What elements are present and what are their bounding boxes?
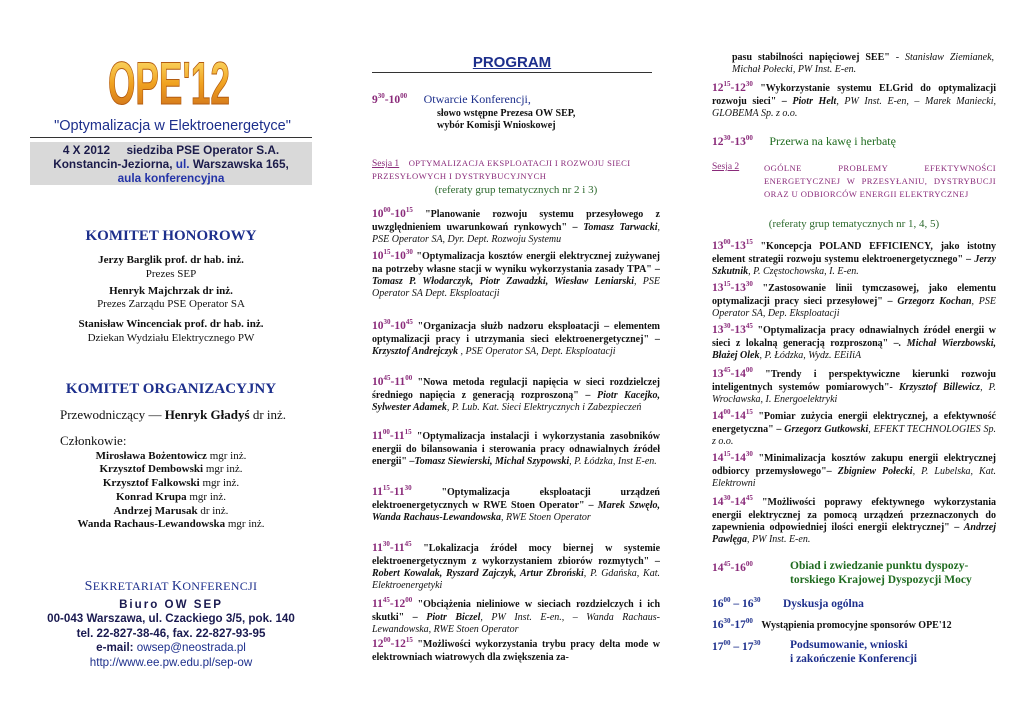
member-role: Prezes SEP — [145, 267, 197, 280]
talk-entry — [372, 318, 660, 358]
talk-title: "Optymalizacja pracy odnawialnych źródeł energii w sieci z lokalną generacją rozproszoną" — [712, 325, 997, 349]
list-item — [30, 518, 312, 532]
talk-authors: – Marek Szwęło, Wanda Rachaus-Lewandowska — [372, 499, 660, 523]
members-list — [30, 450, 312, 533]
time-slot: $11^{00}-11^{15}$ — [372, 428, 412, 442]
time-slot: $12^{30}-13^{00}$ — [712, 134, 753, 148]
time-slot: $10^{15}-10^{30}$ — [372, 248, 413, 262]
list-item — [30, 477, 312, 491]
chair-separator: — — [145, 407, 165, 422]
talk-entry — [712, 322, 996, 362]
chair-label: Przewodniczący — [60, 407, 146, 422]
talk-affiliation: , PW Inst. E-en., – Wanda Rachaus-Lewandowska, RWE Stoen Operator — [372, 611, 660, 635]
talk-affiliation: , PW Inst. E-en, – Marek Maniecki, GLOBEMA Sp. z o.o. — [712, 95, 996, 119]
talk-title: "Pomiar zużycia energii elektrycznej, a efektywność energetyczna" — [712, 411, 996, 435]
honorary-committee-title: KOMITET HONOROWY — [85, 228, 257, 244]
talk-title: "Optymalizacja kosztów energii elektrycznej zużywanej na potrzeby własne stacji w wyniku wykorzystania zasady TPA" — [372, 251, 661, 275]
time-slot: $13^{00}-13^{15}$ — [712, 238, 753, 252]
talk-entry — [372, 636, 660, 664]
discussion-entry — [712, 596, 1002, 612]
ope12-logo — [105, 48, 233, 117]
opening-entry: $9^{30}-10^{00}$ Otwarcie Konferencji, słowo wstępne Prezesa OW SEP, wybór Komisji Wnioskowej — [372, 92, 657, 132]
talk-title: pasu stabilności napięciowej SEE" — [732, 52, 890, 63]
time-slot: $12^{00}-12^{15}$ — [372, 636, 413, 650]
divider — [372, 72, 652, 73]
title-initial: S — [84, 579, 93, 594]
time-slot: $11^{45}-12^{00}$ — [372, 596, 413, 610]
member-degree: mgr inż. — [199, 477, 240, 489]
talk-authors: – Piotr Kacejko, Sylwester Adamek — [372, 389, 660, 413]
talk-affiliation: , P. Łódzka, Wydz. EEiIiA — [759, 349, 862, 361]
talk-title: "Optymalizacja instalacji i wykorzystania zasobników energii do bilansowania i sterowania pracy odnawialnych źródeł energii" — [372, 431, 661, 467]
talk-entry — [712, 80, 996, 120]
organizing-committee-title: KOMITET ORGANIZACYJNY — [65, 381, 277, 397]
member-name: Krzysztof Falkowski — [102, 477, 200, 489]
time-slot: $14^{30}-14^{45}$ — [712, 494, 753, 508]
lunch-title: Obiad i zwiedzanie punktu dyspozy- — [790, 560, 969, 572]
chair-degree: dr inż. — [249, 407, 287, 422]
break-entry — [712, 134, 994, 150]
lunch-entry — [712, 560, 1002, 588]
session-title: OPTYMALIZACJA EKSPLOATACJI I ROZWOJU SIECI PRZESYŁOWYCH I DYSTRYBUCYJNYCH — [372, 158, 631, 181]
opening-title: Otwarcie Konferencji — [423, 92, 528, 106]
member-degree: mgr inż. — [225, 518, 265, 531]
venue-street-prefix: ul. — [175, 157, 190, 172]
talk-authors: – Grzegorz Gutkowski — [773, 423, 869, 435]
member-degree: mgr inż. — [203, 463, 243, 476]
venue-street: Warszawska 165, — [189, 157, 289, 172]
talk-affiliation: , P. Lubelska, Kat. Elektrowni — [712, 465, 996, 489]
talk-affiliation: , RWE Stoen Operator — [501, 511, 591, 523]
talk-entry — [372, 374, 660, 414]
time-slot: $13^{30}-13^{45}$ — [712, 322, 753, 336]
session-1-ref: (referaty grup tematycznych nr 2 i 3) — [434, 184, 598, 196]
sponsors-title: Wystąpienia promocyjne sponsorów OPE'12 — [761, 620, 952, 631]
member-degree: mgr inż. — [206, 449, 247, 462]
time-slot: $13^{15}-13^{30}$ — [712, 280, 753, 294]
lunch-title: torskiego Krajowej Dyspozycji Mocy — [790, 573, 972, 586]
time-slot: $16^{30}-17^{00}$ — [712, 617, 753, 631]
time-slot: $10^{45}-11^{00}$ — [372, 374, 413, 388]
talk-title: "Obciążenia nieliniowe w sieciach rozdzielczych i ich skutki" — [372, 599, 660, 623]
talk-title: "Nowa metoda regulacji napięcia w sieci rozdzielczej średniego napięcia z generacją rozproszoną" — [372, 377, 661, 401]
talk-title: "Optymalizacja eksploatacji urządzeń elektroenergetycznych w RWE Stoen Operator" — [372, 487, 660, 511]
member-name: Stanisław Wincenciak prof. dr hab. inż. — [78, 318, 264, 330]
talk-affiliation: , PW Inst. E-en. — [792, 64, 857, 75]
talk-entry — [372, 540, 660, 592]
member-role: Dziekan Wydziału Elektrycznego PW — [87, 331, 255, 344]
member-name: Andrzej Marusak — [113, 504, 198, 517]
session-title: OGÓLNE PROBLEMY EFEKTYWNOŚCI ENERGETYCZNEJ W PRZESYŁANIU, DYSTRYBUCJI ORAZ U ODBIORCÓW ENERGII ELEKTRYCZNEJ — [764, 163, 996, 199]
venue-room: aula konferencyjna — [117, 171, 225, 186]
break-title: Przerwa na kawę i herbatę — [769, 134, 896, 148]
talk-entry — [712, 494, 996, 546]
talk-title: "Minimalizacja kosztów zakupu energii elektrycznej odbiorcy przemysłowego" — [712, 453, 996, 477]
talk-title: "Możliwości wykorzystania trybu pracy delta mode w elektrowniach wiatrowych dla zwiększenia za- — [372, 639, 661, 663]
secretariat-contact — [30, 598, 312, 670]
time-slot: $9^{30}-10^{00}$ — [372, 92, 408, 106]
session-label: Sesja 2 — [712, 162, 740, 172]
talk-entry — [372, 428, 660, 468]
sponsors-entry — [712, 617, 1002, 633]
talk-affiliation: , PSE Operator SA, Dep. Eksploatacji — [712, 295, 996, 319]
talk-authors: – Jerzy Szkutnik — [712, 253, 996, 277]
talk-authors: – Andrzej Pawlęga — [712, 521, 996, 545]
talk-authors: - Krzysztof Billewicz — [889, 381, 981, 393]
divider — [30, 137, 312, 138]
session-label: Sesja 1 — [372, 159, 400, 169]
talk-authors: –Tomasz Siewierski, Michał Szypowski — [407, 455, 570, 467]
list-item — [30, 505, 312, 519]
continued-entry — [732, 52, 994, 76]
member-degree: dr inż. — [197, 504, 229, 517]
conference-date: 4 X 2012 — [62, 143, 111, 157]
subtitle-text: "Optymalizacja w Elektroenergetyce" — [54, 118, 291, 134]
office-name: Biuro OW SEP — [119, 598, 223, 611]
talk-entry — [712, 366, 996, 406]
office-address: 00-043 Warszawa, ul. Czackiego 3/5, pok. 140 — [47, 612, 295, 626]
talk-affiliation: , P. Lub. Kat. Sieci Elektrycznych i Zabezpieczeń — [446, 401, 642, 413]
member-name: Henryk Majchrzak dr inż. — [109, 284, 233, 297]
member-name: Krzysztof Dembowski — [99, 463, 204, 476]
talk-affiliation: , PW Inst. E-en. — [747, 533, 811, 545]
title-initial: K — [171, 579, 183, 594]
talk-entry — [712, 238, 996, 278]
talk-title: "Zastosowanie linii tymczasowej, jako elementu optymalizacji pracy sieci przesyłowej" — [712, 283, 997, 307]
list-item — [30, 491, 312, 505]
time-slot: $12^{15}-12^{30}$ — [712, 80, 753, 94]
venue-city: Konstancin-Jeziorna, — [53, 157, 176, 172]
talk-title: "Koncepcja POLAND EFFICIENCY, jako istotny element strategii rozwoju systemu elektroenergetycznego" — [712, 241, 996, 265]
session-2-ref: (referaty grup tematycznych nr 1, 4, 5) — [768, 218, 940, 230]
member-degree: mgr inż. — [186, 490, 227, 503]
talk-affiliation: , PSE Operator SA, Dyr. Dept. Rozwoju Systemu — [372, 221, 660, 245]
office-phone: tel. 22-827-38-46, fax. 22-827-93-95 — [76, 626, 266, 640]
talk-authors: – Robert Kowalak, Ryszard Zajczyk, Artur Zbroński — [372, 555, 661, 579]
talk-title: "Organizacja służb nadzoru eksploatacji – elementem optymalizacji pracy i utrzymania sieci elektroenergetycznej" — [372, 321, 660, 345]
list-item — [30, 463, 312, 477]
talk-entry — [712, 408, 996, 448]
svg-text:OPE'12: OPE'12 — [108, 50, 230, 117]
talk-entry — [372, 596, 660, 636]
time-slot: $17^{00} - 17^{30}$ — [712, 639, 761, 653]
talk-authors: – Piotr Biczel — [404, 611, 481, 623]
talk-authors: – Tomasz Tarwacki — [567, 221, 658, 233]
talk-title: "Trendy i perspektywiczne kierunki rozwoju inteligentnych systemów pomiarowych" — [712, 369, 996, 393]
talk-entry — [712, 450, 996, 490]
time-slot: $16^{00} - 16^{30}$ — [712, 596, 761, 610]
session-2-header — [712, 162, 996, 201]
organizing-committee — [30, 407, 312, 532]
time-slot: $11^{15}-11^{30}$ — [372, 484, 412, 498]
member-name: Jerzy Barglik prof. dr hab. inż. — [98, 254, 244, 266]
talk-affiliation: , P. Gdańska, Kat. Elektroenergetyki — [372, 567, 661, 591]
talk-entry — [372, 206, 660, 246]
talk-title: "Planowanie rozwoju systemu przesyłowego z uwzględnieniem uwarunkowań rynkowych" — [372, 209, 660, 233]
talk-entry — [372, 248, 660, 300]
talk-title: "Wykorzystanie systemu ELGrid do optymalizacji rozwoju sieci" — [712, 83, 996, 107]
talk-affiliation: , P. Częstochowska, I. E-en. — [748, 265, 859, 277]
talk-authors: – Zbigniew Połecki — [826, 465, 913, 477]
title-part: EKRETARIAT — [92, 579, 172, 593]
program-title: PROGRAM — [472, 54, 552, 71]
time-slot: $10^{00}-10^{15}$ — [372, 206, 413, 220]
talk-entry — [372, 484, 660, 524]
closing-title: i zakończenie Konferencji — [790, 652, 917, 665]
time-slot: $11^{30}-11^{45}$ — [372, 540, 412, 554]
left-column — [0, 0, 340, 724]
email-link[interactable]: owsep@neostrada.pl — [136, 641, 246, 655]
member-name: Mirosława Bożentowicz — [95, 449, 207, 462]
conference-subtitle — [35, 118, 310, 136]
talk-authors: –. Michał Wierzbowski, Błażej Olek — [712, 337, 996, 361]
talk-title: "Możliwości poprawy efektywnego wykorzystania energii elektrycznej za pomocą urządzeń przeznaczonych do zapewnienia odpowiedniej ilości energii elektrycznej" — [712, 497, 997, 533]
talk-affiliation: , PSE Operator SA, Dept. Eksploatacji — [458, 345, 616, 357]
talk-affiliation: , P. Łódzka, Inst E-en. — [569, 455, 657, 467]
time-slot: $14^{15}-14^{30}$ — [712, 450, 753, 464]
talk-authors: – Piotr Helt — [776, 95, 837, 107]
time-slot: $10^{30}-10^{45}$ — [372, 318, 413, 332]
list-item — [30, 450, 312, 464]
program-column-continued — [706, 0, 998, 724]
opening-line: wybór Komisji Wnioskowej — [437, 119, 556, 131]
chair-name: Henryk Gładyś — [164, 407, 250, 422]
venue-name: siedziba PSE Operator S.A. — [126, 143, 280, 157]
time-slot: $13^{45}-14^{00}$ — [712, 366, 753, 380]
talk-entry — [712, 280, 996, 320]
members-label: Członkowie: — [60, 433, 127, 449]
secretariat-title — [30, 578, 312, 595]
title-part: ONFERENCJI — [182, 579, 258, 593]
talk-affiliation: , PSE Operator SA Dept. Eksploatacji — [372, 275, 660, 299]
email-label: e-mail: — [96, 641, 137, 655]
chair-line — [60, 407, 312, 423]
talk-title: "Lokalizacja źródeł mocy biernej w systemie elektroenergetycznym z wykorzystaniem zbiorów rozmytych" — [372, 543, 661, 567]
website-link[interactable]: http://www.ee.pw.edu.pl/sep-ow — [89, 655, 253, 669]
closing-title: Podsumowanie, wnioski — [790, 639, 908, 651]
talk-affiliation: , EFEKT TECHNOLOGIES Sp. z o.o. — [712, 423, 996, 447]
opening-line: słowo wstępne Prezesa OW SEP, — [437, 107, 576, 119]
venue-box — [30, 142, 312, 185]
member-name: Wanda Rachaus-Lewandowska — [77, 518, 226, 531]
program-column — [362, 0, 662, 724]
talk-authors: – Tomasz P. Włodarczyk, Piotr Zawadzki, Wiesław Leniarski — [372, 263, 661, 287]
closing-entry — [712, 639, 1002, 667]
talk-authors: - Stanisław Ziemianek, Michał Połecki — [732, 52, 995, 75]
time-slot: $14^{45}-16^{00}$ — [712, 560, 753, 574]
time-slot: $14^{00}-14^{15}$ — [712, 408, 753, 422]
member-name: Konrad Krupa — [115, 490, 187, 503]
honorary-committee-list — [30, 254, 312, 346]
talk-authors: – Grzegorz Kochan — [882, 295, 972, 307]
discussion-title: Dyskusja ogólna — [783, 598, 864, 610]
talk-affiliation: , P. Wrocławska, I. Energoelektryki — [712, 381, 996, 405]
session-1-header — [372, 158, 660, 183]
talk-authors: – Krzysztof Andrejczyk — [372, 333, 661, 357]
member-role: Prezes Zarządu PSE Operator SA — [97, 298, 245, 311]
